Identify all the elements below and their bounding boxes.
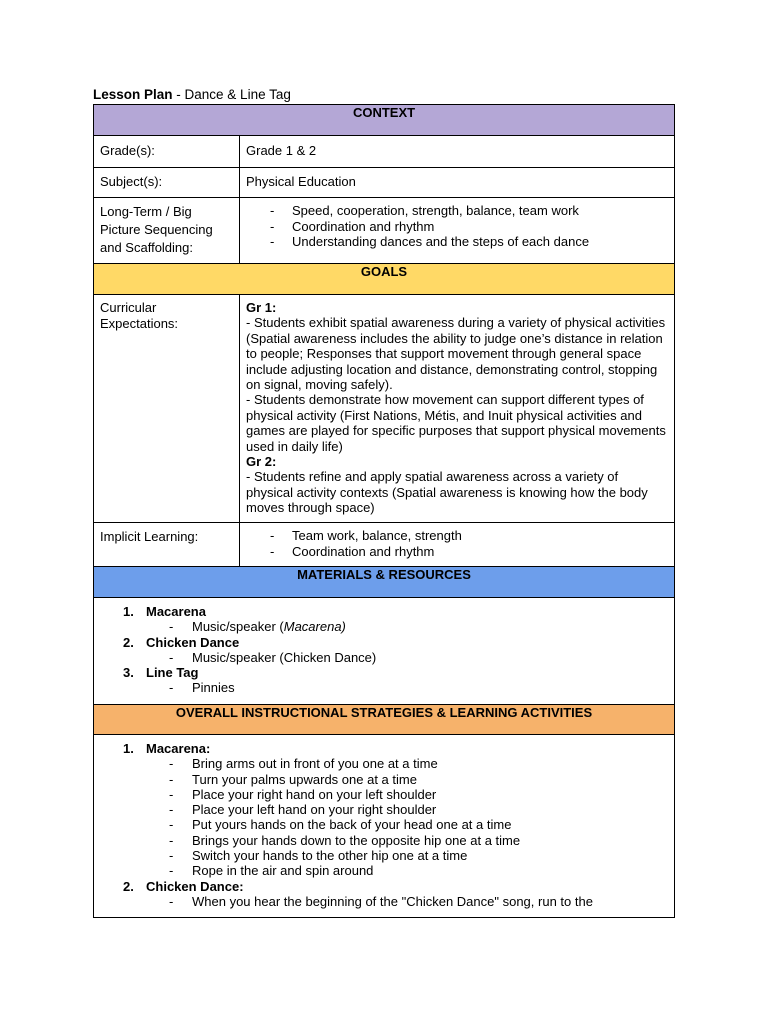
step-item: - Brings your hands down to the opposite hip one at a time [94,833,674,848]
macarena-steps [146,756,674,878]
list-item [94,665,674,696]
list-item: - Coordination and rhythm [246,219,668,235]
materials-list [94,598,674,701]
sub-list-item: - Pinnies [94,680,674,695]
list-item: - Coordination and rhythm [246,544,668,560]
gr2-expectation-1: - Students refine and apply spatial awareness across a variety of physical activity contexts (Spatial awareness is knowing how the body moves through space) [246,469,648,516]
context-header: CONTEXT [94,105,675,136]
subjects-row [94,168,675,198]
item-number: 1. [123,741,134,756]
overall-cell [94,735,675,918]
sub-list [146,619,674,634]
curricular-cell [240,295,675,523]
step-item: - Put yours hands on the back of your head one at a time [94,817,674,832]
sub-list-item: - Music/speaker (Chicken Dance) [94,650,674,665]
gr1-heading: Gr 1: [246,300,277,315]
sub-list [146,650,674,665]
materials-header-row [94,567,675,598]
item-number: 2. [123,634,134,650]
longterm-list [246,203,668,250]
step-item: - Bring arms out in front of you one at a time [94,756,674,771]
item-name: Line Tag [146,665,199,681]
step-item: - Rope in the air and spin around [94,863,674,878]
grades-value: Grade 1 & 2 [240,136,675,168]
implicit-cell [240,523,675,567]
list-item [94,604,674,635]
grades-label: Grade(s): [94,136,240,168]
goals-header: GOALS [94,264,675,295]
overall-header-row [94,705,675,735]
item-number: 2. [123,878,134,894]
subjects-value: Physical Education [240,168,675,198]
implicit-list [246,528,668,559]
lesson-plan-table [93,104,675,918]
list-item [94,741,674,879]
implicit-label: Implicit Learning: [94,523,240,567]
item-name: Chicken Dance [146,634,240,650]
list-item [94,879,674,910]
gr1-expectation-2: - Students demonstrate how movement can support different types of physical activity (First Nations, Métis, and Inuit physical activities and games are played for specific purposes that support physical movements used in daily life) [246,392,666,454]
grades-row [94,136,675,168]
activities-list [94,735,674,914]
item-number: 1. [123,604,134,619]
chicken-steps [146,894,674,909]
title-bold: Lesson Plan [93,87,173,102]
goals-header-row [94,264,675,295]
overall-header: OVERALL INSTRUCTIONAL STRATEGIES & LEARNING ACTIVITIES [94,705,675,735]
sub-text-italic: Macarena) [283,619,346,635]
curricular-label: Curricular Expectations: [94,295,240,523]
longterm-label: Long-Term / Big Picture Sequencing and Scaffolding: [94,198,240,264]
step-item: - Switch your hands to the other hip one at a time [94,848,674,863]
materials-header: MATERIALS & RESOURCES [94,567,675,598]
item-name: Chicken Dance: [146,878,244,894]
context-header-row [94,105,675,136]
gr2-heading: Gr 2: [246,454,277,470]
longterm-row [94,198,675,264]
list-item: - Team work, balance, strength [246,528,668,544]
sub-list [146,680,674,695]
list-item [94,635,674,666]
sub-list-item [94,619,674,634]
curricular-row [94,295,675,523]
step-item: - When you hear the beginning of the "Chicken Dance" song, run to the [94,894,674,909]
item-number: 3. [123,665,134,681]
subjects-label: Subject(s): [94,168,240,198]
longterm-cell [240,198,675,264]
step-item: - Place your right hand on your left shoulder [94,787,674,802]
overall-row [94,735,675,918]
materials-row [94,598,675,705]
step-item: - Place your left hand on your right shoulder [94,802,674,817]
materials-cell [94,598,675,705]
list-item: - Speed, cooperation, strength, balance, team work [246,203,668,219]
sub-text: Music/speaker ( [192,619,284,635]
item-name: Macarena [146,604,206,619]
gr1-expectation-1: - Students exhibit spatial awareness during a variety of physical activities (Spatial awareness includes the ability to judge one’s distance in relation to people; Responses that support movement through general space include adjusting location and distance, demonstrating control, stopping on signal, moving safely). [246,315,666,393]
step-item: - Turn your palms upwards one at a time [94,772,674,787]
title-rest: - Dance & Line Tag [172,87,291,102]
item-name: Macarena: [146,741,211,756]
document-title [93,87,291,103]
list-item: - Understanding dances and the steps of each dance [246,234,668,250]
implicit-row [94,523,675,567]
